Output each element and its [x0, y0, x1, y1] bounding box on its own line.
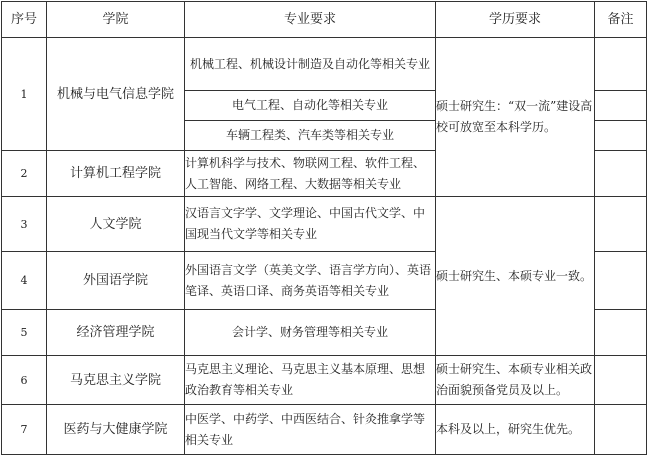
remarks-cell — [595, 38, 647, 91]
row-index: 3 — [2, 197, 47, 252]
college-name: 机械与电气信息学院 — [47, 38, 185, 151]
major-requirement: 机械工程、机械设计制造及自动化等相关专业 — [185, 38, 436, 91]
remarks-cell — [595, 151, 647, 197]
remarks-cell — [595, 252, 647, 310]
remarks-cell — [595, 91, 647, 121]
table-row — [2, 405, 647, 455]
education-requirement: 硕士研究生、本硕专业相关政治面貌预备党员及以上。 — [436, 356, 595, 405]
college-name: 经济管理学院 — [47, 310, 185, 356]
college-name: 外国语学院 — [47, 252, 185, 310]
major-requirement: 汉语言文字学、文学理论、中国古代文学、中国现当代文学等相关专业 — [185, 197, 436, 252]
remarks-cell — [595, 197, 647, 252]
major-requirement: 外国语言文学（英美文学、语言学方向）、英语笔译、英语口译、商务英语等相关专业 — [185, 252, 436, 310]
header-row — [2, 2, 647, 38]
row-index: 7 — [2, 405, 47, 455]
header-college: 学院 — [47, 2, 185, 38]
major-requirement: 会计学、财务管理等相关专业 — [185, 310, 436, 356]
row-index: 4 — [2, 252, 47, 310]
remarks-cell — [595, 405, 647, 455]
requirements-table — [1, 1, 647, 455]
remarks-cell — [595, 356, 647, 405]
requirements-table-container — [1, 1, 647, 455]
major-requirement: 中医学、中药学、中西医结合、针灸推拿学等相关专业 — [185, 405, 436, 455]
table-row — [2, 356, 647, 405]
college-name: 马克思主义学院 — [47, 356, 185, 405]
table-row — [2, 197, 647, 252]
table-row — [2, 38, 647, 91]
education-requirement: 硕士研究生：“双一流”建设高校可放宽至本科学历。 — [436, 38, 595, 197]
row-index: 6 — [2, 356, 47, 405]
education-requirement: 本科及以上，研究生优先。 — [436, 405, 595, 455]
header-major: 专业要求 — [185, 2, 436, 38]
header-remarks: 备注 — [595, 2, 647, 38]
remarks-cell — [595, 310, 647, 356]
major-requirement: 马克思主义理论、马克思主义基本原理、思想政治教育等相关专业 — [185, 356, 436, 405]
remarks-cell — [595, 121, 647, 151]
college-name: 人文学院 — [47, 197, 185, 252]
header-index: 序号 — [2, 2, 47, 38]
education-requirement: 硕士研究生、本硕专业一致。 — [436, 197, 595, 356]
row-index: 5 — [2, 310, 47, 356]
major-requirement: 计算机科学与技术、物联网工程、软件工程、人工智能、网络工程、大数据等相关专业 — [185, 151, 436, 197]
major-requirement: 车辆工程类、汽车类等相关专业 — [185, 121, 436, 151]
row-index: 1 — [2, 38, 47, 151]
college-name: 医药与大健康学院 — [47, 405, 185, 455]
header-education: 学历要求 — [436, 2, 595, 38]
row-index: 2 — [2, 151, 47, 197]
college-name: 计算机工程学院 — [47, 151, 185, 197]
major-requirement: 电气工程、自动化等相关专业 — [185, 91, 436, 121]
